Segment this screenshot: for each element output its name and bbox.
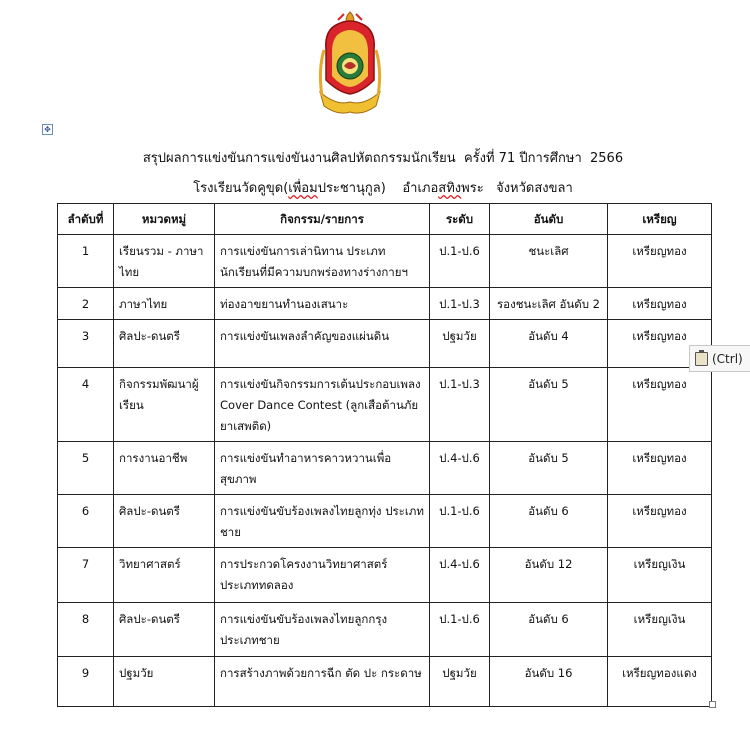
header-level: ระดับ [430, 204, 490, 235]
cell-rank[interactable]: อันดับ 6 [490, 603, 608, 657]
clipboard-icon [695, 352, 708, 366]
results-table [57, 203, 712, 707]
table-row [58, 320, 712, 368]
cell-no[interactable]: 5 [58, 442, 114, 495]
table-header-row [58, 204, 712, 235]
table-row [58, 495, 712, 548]
header-category: หมวดหมู่ [114, 204, 215, 235]
cell-no[interactable]: 2 [58, 288, 114, 320]
header-activity: กิจกรรม/รายการ [215, 204, 430, 235]
cell-rank[interactable]: อันดับ 16 [490, 657, 608, 707]
cell-medal[interactable]: เหรียญทองแดง [608, 657, 712, 707]
cell-no[interactable]: 7 [58, 548, 114, 603]
table-move-handle[interactable]: ✥ [42, 124, 53, 135]
cell-level[interactable]: ป.4-ป.6 [430, 442, 490, 495]
cell-category[interactable]: กิจกรรมพัฒนาผู้เรียน [114, 368, 215, 442]
cell-medal[interactable]: เหรียญเงิน [608, 548, 712, 603]
cell-no[interactable]: 4 [58, 368, 114, 442]
table-row [58, 288, 712, 320]
header-rank: อันดับ [490, 204, 608, 235]
cell-activity[interactable]: การแข่งขันทำอาหารคาวหวานเพื่อสุขภาพ [215, 442, 430, 495]
cell-medal[interactable]: เหรียญทอง [608, 320, 712, 368]
cell-no[interactable]: 1 [58, 235, 114, 288]
cell-level[interactable]: ป.1-ป.6 [430, 235, 490, 288]
cell-activity[interactable]: การประกวดโครงงานวิทยาศาสตร์ ประเภททดลอง [215, 548, 430, 603]
cell-medal[interactable]: เหรียญทอง [608, 235, 712, 288]
cell-category[interactable]: ภาษาไทย [114, 288, 215, 320]
cell-activity[interactable]: การแข่งขันกิจกรรมการเต้นประกอบเพลง Cover Dance Contest (ลูกเสือต้านภัยยาเสพติด) [215, 368, 430, 442]
document-subtitle: โรงเรียนวัดคูขุด(เพื่อมประชานุกูล) อำเภอสทิงพระ จังหวัดสงขลา [193, 181, 573, 196]
cell-category[interactable]: เรียนรวม - ภาษาไทย [114, 235, 215, 288]
header-no: ลำดับที่ [58, 204, 114, 235]
cell-level[interactable]: ป.1-ป.6 [430, 603, 490, 657]
cell-medal[interactable]: เหรียญทอง [608, 495, 712, 548]
school-emblem-logo [316, 10, 384, 118]
table-row [58, 442, 712, 495]
cell-activity[interactable]: การแข่งขันการเล่านิทาน ประเภทนักเรียนที่มีความบกพร่องทางร่างกายฯ [215, 235, 430, 288]
cell-category[interactable]: การงานอาชีพ [114, 442, 215, 495]
table-row [58, 235, 712, 288]
cell-medal[interactable]: เหรียญเงิน [608, 603, 712, 657]
cell-activity[interactable]: การแข่งขันเพลงลำคัญของแผ่นดิน [215, 320, 430, 368]
cell-level[interactable]: ป.1-ป.3 [430, 368, 490, 442]
cell-no[interactable]: 9 [58, 657, 114, 707]
cell-rank[interactable]: อันดับ 4 [490, 320, 608, 368]
table-row [58, 548, 712, 603]
cell-no[interactable]: 6 [58, 495, 114, 548]
cell-level[interactable]: ปฐมวัย [430, 657, 490, 707]
cell-rank[interactable]: อันดับ 5 [490, 442, 608, 495]
cell-medal[interactable]: เหรียญทอง [608, 288, 712, 320]
cell-category[interactable]: ศิลปะ-ดนตรี [114, 495, 215, 548]
cell-level[interactable]: ป.1-ป.3 [430, 288, 490, 320]
cell-category[interactable]: ศิลปะ-ดนตรี [114, 320, 215, 368]
cell-rank[interactable]: ชนะเลิศ [490, 235, 608, 288]
cell-medal[interactable]: เหรียญทอง [608, 442, 712, 495]
cell-rank[interactable]: อันดับ 12 [490, 548, 608, 603]
spellcheck-flag[interactable]: สทิง [438, 181, 462, 196]
cell-rank[interactable]: อันดับ 5 [490, 368, 608, 442]
cell-rank[interactable]: รองชนะเลิศ อันดับ 2 [490, 288, 608, 320]
cell-activity[interactable]: ท่องอาขยานทำนองเสนาะ [215, 288, 430, 320]
table-row [58, 657, 712, 707]
cell-activity[interactable]: การแข่งขันขับร้องเพลงไทยลูกกรุง ประเภทชาย [215, 603, 430, 657]
cell-medal[interactable]: เหรียญทอง [608, 368, 712, 442]
cell-level[interactable]: ปฐมวัย [430, 320, 490, 368]
table-row [58, 603, 712, 657]
paste-options-label: (Ctrl) [712, 351, 743, 366]
paste-options-button[interactable] [689, 345, 750, 372]
cell-rank[interactable]: อันดับ 6 [490, 495, 608, 548]
cell-activity[interactable]: การแข่งขันขับร้องเพลงไทยลูกทุ่ง ประเภทชาย [215, 495, 430, 548]
table-resize-handle[interactable] [709, 701, 716, 708]
cell-category[interactable]: ปฐมวัย [114, 657, 215, 707]
cell-activity[interactable]: การสร้างภาพด้วยการฉีก ตัด ปะ กระดาษ [215, 657, 430, 707]
cell-category[interactable]: วิทยาศาสตร์ [114, 548, 215, 603]
cell-category[interactable]: ศิลปะ-ดนตรี [114, 603, 215, 657]
document-title: สรุปผลการแข่งขันการแข่งขันงานศิลปหัตถกรรมนักเรียน ครั้งที่ 71 ปีการศึกษา 2566 [142, 151, 624, 166]
cell-level[interactable]: ป.4-ป.6 [430, 548, 490, 603]
header-medal: เหรียญ [608, 204, 712, 235]
spellcheck-flag[interactable]: เพื่อม [288, 181, 318, 196]
cell-no[interactable]: 3 [58, 320, 114, 368]
cell-level[interactable]: ป.1-ป.6 [430, 495, 490, 548]
table-row [58, 368, 712, 442]
cell-no[interactable]: 8 [58, 603, 114, 657]
